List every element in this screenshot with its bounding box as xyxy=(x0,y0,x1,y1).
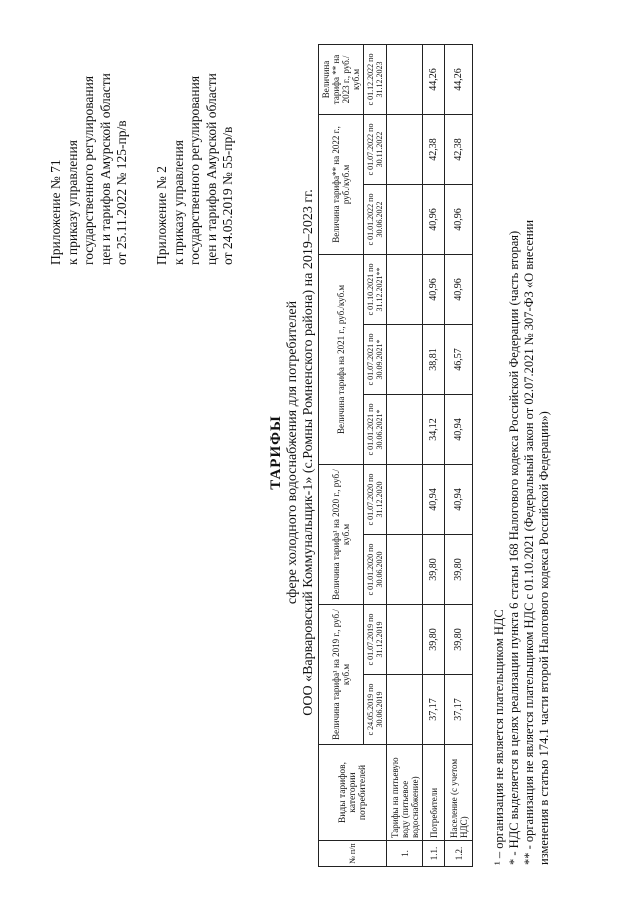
tariff-value: 40,96 xyxy=(445,184,473,254)
table-row xyxy=(423,44,445,866)
row-num: 1.2. xyxy=(445,841,473,867)
appendix-line: к приказу управления xyxy=(64,140,80,265)
header-year-2021: Величина тарифа на 2021 г., руб./куб.м xyxy=(319,254,364,464)
tariff-value: 40,96 xyxy=(445,254,473,324)
header-kind: Виды тарифов, категории потребителей xyxy=(319,745,387,841)
header-year-2023: Величина тарифа ** на 2023 г., руб./куб.м xyxy=(319,44,364,114)
appendix-line: цен и тарифов Амурской области xyxy=(97,73,113,265)
footnote: ¹ – организация не является плательщиком НДС xyxy=(492,609,506,865)
title-subtitle: сфере холодного водоснабжения для потребителей xyxy=(285,300,300,605)
tariff-value: 40,96 xyxy=(423,184,445,254)
period-cell: с 01.07.2022 по 30.11.2022 xyxy=(364,114,387,184)
section-label: Тарифы на питьевую воду (питьевое водоснабжение) xyxy=(387,745,423,841)
tariff-value: 40,94 xyxy=(423,464,445,534)
header-year-2019: Величина тарифа¹ на 2019 г., руб./куб.м xyxy=(319,604,364,744)
row-label: Население (с учетом НДС) xyxy=(445,745,473,841)
table-period-row xyxy=(364,44,387,866)
tariff-value: 44,26 xyxy=(423,44,445,114)
tariff-value: 42,38 xyxy=(445,114,473,184)
period-cell: с 01.07.2019 по 31.12.2019 xyxy=(364,604,387,674)
tariff-value: 34,12 xyxy=(423,394,445,464)
footnotes xyxy=(492,45,552,865)
tariff-value: 40,94 xyxy=(445,464,473,534)
appendix-line: цен и тарифов Амурской области xyxy=(203,73,219,265)
period-cell: с 01.07.2021 по 30.09.2021* xyxy=(364,324,387,394)
period-cell: с 24.05.2019 по 30.06.2019 xyxy=(364,675,387,745)
period-cell: с 01.01.2020 по 30.06.2020 xyxy=(364,534,387,604)
appendix-line: государственного регулирования xyxy=(81,75,96,265)
tariff-value: 42,38 xyxy=(423,114,445,184)
tariff-value: 39,80 xyxy=(423,604,445,674)
appendix-line: от 25.11.2022 № 125-пр/в xyxy=(114,120,129,265)
appendix-line: Приложение № 2 xyxy=(154,166,169,265)
tariff-value: 37,17 xyxy=(423,675,445,745)
appendix-71-header xyxy=(48,15,131,265)
period-cell: с 01.10.2021 по 31.12.2021** xyxy=(364,254,387,324)
row-label: Потребители xyxy=(423,745,445,841)
title-heading: ТАРИФЫ xyxy=(268,415,284,490)
footnote: ** - организация не является плательщиком НДС с 01.10.2021 (Федеральный закон от 02.07.2021 № 307-ФЗ «О внесении xyxy=(522,219,536,865)
tariff-value: 39,80 xyxy=(445,604,473,674)
row-num: 1.1. xyxy=(423,841,445,867)
tariff-value: 40,94 xyxy=(445,394,473,464)
tariff-value: 39,80 xyxy=(445,534,473,604)
period-cell: с 01.07.2020 по 31.12.2020 xyxy=(364,464,387,534)
title-organization: ООО «Варваровский Коммунальщик-1» (с.Ромны Ромненского района) на 2019–2023 гг. xyxy=(301,189,316,716)
footnote: * - НДС выделяется в целях реализации пункта 6 статьи 168 Налогового кодекса Российской Федерации (часть вторая) xyxy=(507,230,521,865)
appendix-line: от 24.05.2019 № 55-пр/в xyxy=(220,126,235,265)
tariff-value: 46,57 xyxy=(445,324,473,394)
table-section-row xyxy=(387,44,423,866)
tariff-value: 44,26 xyxy=(445,44,473,114)
table-header-row xyxy=(319,44,364,866)
tariff-value: 39,80 xyxy=(423,534,445,604)
section-num: 1. xyxy=(387,841,423,867)
period-cell: с 01.01.2022 по 30.06.2022 xyxy=(364,184,387,254)
appendix-2-header xyxy=(154,15,237,265)
appendix-line: к приказу управления xyxy=(170,140,186,265)
appendix-line: государственного регулирования xyxy=(187,75,202,265)
header-year-2022: Величина тарифа** на 2022 г., руб./куб.м xyxy=(319,114,364,254)
table-row xyxy=(445,44,473,866)
document-title xyxy=(268,0,317,905)
appendix-line: Приложение № 71 xyxy=(48,159,63,265)
tariff-table xyxy=(318,44,473,867)
footnote: изменения в статью 174.1 части второй Налогового кодекса Российской Федерации») xyxy=(537,411,551,865)
period-cell: с 01.12.2022 по 31.12.2023 xyxy=(364,44,387,114)
period-cell: с 01.01.2021 по 30.06.2021* xyxy=(364,394,387,464)
tariff-value: 37,17 xyxy=(445,675,473,745)
header-year-2020: Величина тарифа¹ на 2020 г., руб./куб.м xyxy=(319,464,364,604)
tariff-value: 38,81 xyxy=(423,324,445,394)
tariff-value: 40,96 xyxy=(423,254,445,324)
header-num: № п/п xyxy=(319,841,387,867)
